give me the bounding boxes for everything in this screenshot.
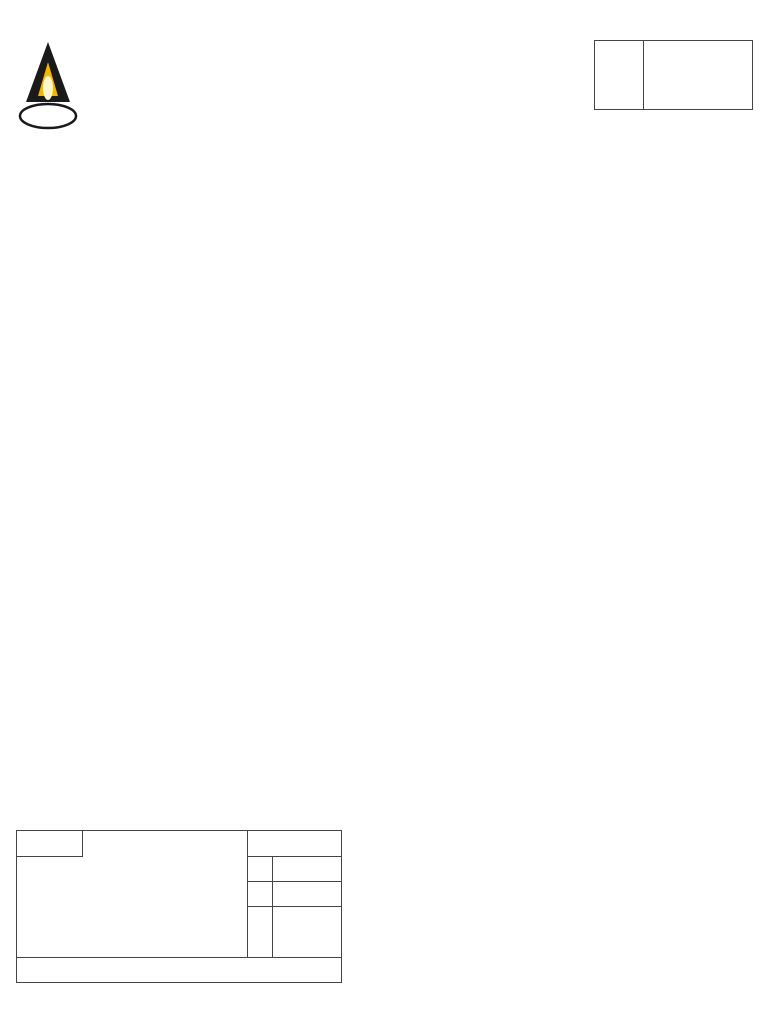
comments-label-box	[16, 830, 83, 857]
level2-checkbox[interactable]	[247, 856, 273, 882]
workorder-input[interactable]	[643, 40, 753, 110]
als-logo-icon	[18, 40, 78, 130]
workorder-label-box	[594, 40, 644, 110]
als-logo	[18, 40, 78, 130]
level4-checkbox[interactable]	[247, 906, 273, 957]
level3-checkbox[interactable]	[247, 881, 273, 907]
